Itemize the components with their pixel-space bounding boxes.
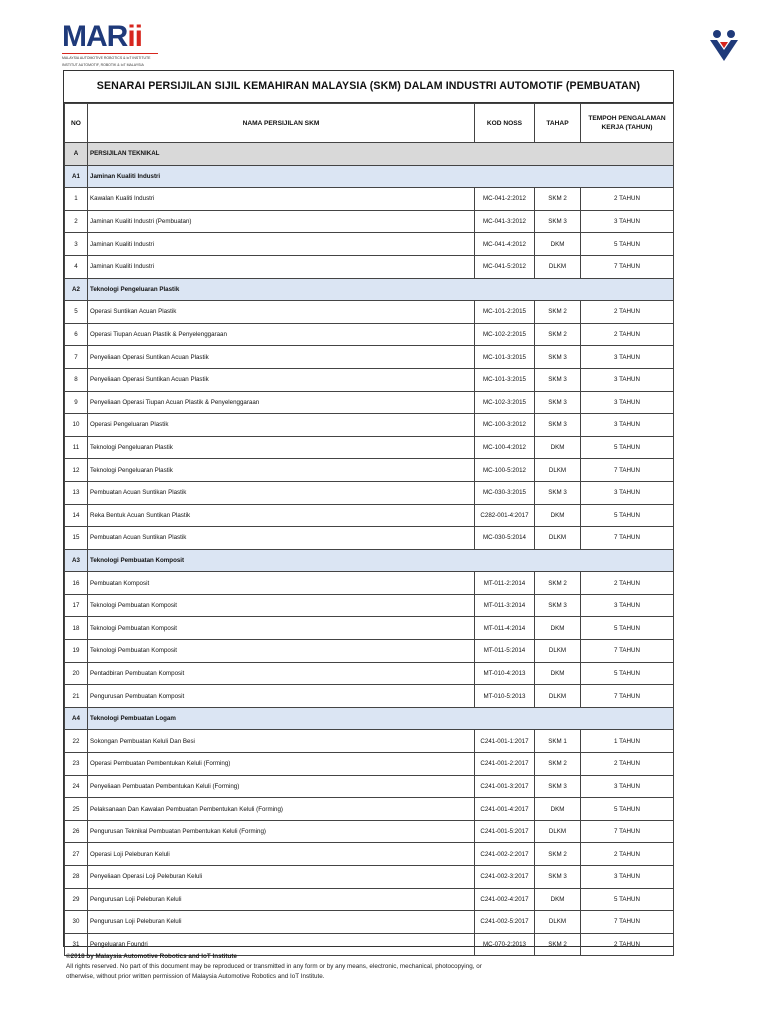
- table-row: [65, 617, 674, 640]
- section-code: A1: [65, 165, 88, 188]
- cell-tempoh: 2 TAHUN: [581, 843, 674, 866]
- cell-tahap: SKM 3: [535, 346, 581, 369]
- cell-no: 3: [65, 233, 88, 256]
- cell-kod: C241-002-2:2017: [475, 843, 535, 866]
- cell-tempoh: 7 TAHUN: [581, 911, 674, 934]
- header-kod: KOD NOSS: [475, 104, 535, 143]
- cell-tempoh: 5 TAHUN: [581, 798, 674, 821]
- cell-name: Penyeliaan Operasi Suntikan Acuan Plastik: [88, 346, 475, 369]
- cell-no: 11: [65, 436, 88, 459]
- cell-kod: MC-100-3:2012: [475, 414, 535, 437]
- section-code: A: [65, 143, 88, 166]
- cell-no: 6: [65, 323, 88, 346]
- table-row: [65, 820, 674, 843]
- cell-tempoh: 5 TAHUN: [581, 888, 674, 911]
- cell-tempoh: 3 TAHUN: [581, 866, 674, 889]
- section-code: A3: [65, 549, 88, 572]
- cell-name: Teknologi Pembuatan Komposit: [88, 640, 475, 663]
- cell-tahap: DKM: [535, 662, 581, 685]
- cell-no: 9: [65, 391, 88, 414]
- document-frame: [63, 70, 674, 947]
- cell-kod: C241-001-5:2017: [475, 820, 535, 843]
- cell-tahap: DLKM: [535, 459, 581, 482]
- cell-kod: MC-100-4:2012: [475, 436, 535, 459]
- cell-kod: C241-001-1:2017: [475, 730, 535, 753]
- cell-tempoh: 1 TAHUN: [581, 730, 674, 753]
- table-row: [65, 753, 674, 776]
- cell-kod: MC-041-3:2012: [475, 210, 535, 233]
- cell-tempoh: 3 TAHUN: [581, 775, 674, 798]
- cell-name: Pengeluaran Foundri: [88, 933, 475, 956]
- cell-tempoh: 3 TAHUN: [581, 346, 674, 369]
- cell-tempoh: 3 TAHUN: [581, 391, 674, 414]
- cell-name: Pentadbiran Pembuatan Komposit: [88, 662, 475, 685]
- cell-tahap: DLKM: [535, 685, 581, 708]
- cell-no: 13: [65, 481, 88, 504]
- cell-no: 14: [65, 504, 88, 527]
- cell-no: 19: [65, 640, 88, 663]
- cell-name: Operasi Pembuatan Pembentukan Keluli (Forming): [88, 753, 475, 776]
- cell-tempoh: 5 TAHUN: [581, 662, 674, 685]
- cell-name: Pengurusan Loji Peleburan Keluli: [88, 911, 475, 934]
- table-row: [65, 436, 674, 459]
- cell-no: 27: [65, 843, 88, 866]
- cell-tahap: SKM 3: [535, 210, 581, 233]
- cell-tahap: SKM 3: [535, 414, 581, 437]
- cell-name: Operasi Pengeluaran Plastik: [88, 414, 475, 437]
- cell-name: Kawalan Kualiti Industri: [88, 188, 475, 211]
- cell-kod: MT-011-4:2014: [475, 617, 535, 640]
- cell-kod: MC-101-2:2015: [475, 301, 535, 324]
- table-row: [65, 594, 674, 617]
- cell-tahap: SKM 1: [535, 730, 581, 753]
- cell-tahap: SKM 3: [535, 866, 581, 889]
- table-row: [65, 233, 674, 256]
- cell-no: 22: [65, 730, 88, 753]
- table-row: [65, 527, 674, 550]
- cell-tempoh: 3 TAHUN: [581, 210, 674, 233]
- section-title: PERSIJILAN TEKNIKAL: [88, 143, 674, 166]
- cell-kod: MT-011-5:2014: [475, 640, 535, 663]
- cell-name: Pengurusan Teknikal Pembuatan Pembentukan Keluli (Forming): [88, 820, 475, 843]
- cell-name: Teknologi Pembuatan Komposit: [88, 617, 475, 640]
- table-row: [65, 346, 674, 369]
- table-row: [65, 730, 674, 753]
- cell-kod: MC-102-2:2015: [475, 323, 535, 346]
- cell-name: Teknologi Pengeluaran Plastik: [88, 436, 475, 459]
- cell-tempoh: 3 TAHUN: [581, 368, 674, 391]
- cell-no: 4: [65, 255, 88, 278]
- cell-tempoh: 5 TAHUN: [581, 233, 674, 256]
- cell-kod: MT-010-4:2013: [475, 662, 535, 685]
- cell-tahap: SKM 2: [535, 753, 581, 776]
- table-row: [65, 301, 674, 324]
- logo-subtitle-2: INSTITUT AUTOMOTIF, ROBOTIK & IoT MALAYSIA: [62, 63, 144, 67]
- cell-name: Pengurusan Pembuatan Komposit: [88, 685, 475, 708]
- cell-name: Sokongan Pembuatan Keluli Dan Besi: [88, 730, 475, 753]
- cell-tempoh: 7 TAHUN: [581, 685, 674, 708]
- table-row: [65, 572, 674, 595]
- cell-name: Penyeliaan Operasi Loji Peleburan Keluli: [88, 866, 475, 889]
- cell-name: Jaminan Kualiti Industri: [88, 233, 475, 256]
- cell-tempoh: 2 TAHUN: [581, 323, 674, 346]
- cell-kod: MC-101-3:2015: [475, 346, 535, 369]
- cell-kod: C241-001-2:2017: [475, 753, 535, 776]
- header-no: NO: [65, 104, 88, 143]
- table-row: [65, 775, 674, 798]
- cell-name: Pelaksanaan Dan Kawalan Pembuatan Pembentukan Keluli (Forming): [88, 798, 475, 821]
- cell-kod: C241-001-3:2017: [475, 775, 535, 798]
- cell-no: 25: [65, 798, 88, 821]
- table-header-row: [65, 104, 674, 143]
- cell-tempoh: 2 TAHUN: [581, 753, 674, 776]
- cell-no: 21: [65, 685, 88, 708]
- cell-name: Penyeliaan Operasi Suntikan Acuan Plastik: [88, 368, 475, 391]
- cell-tahap: DLKM: [535, 911, 581, 934]
- cell-tahap: SKM 2: [535, 188, 581, 211]
- cell-tempoh: 7 TAHUN: [581, 820, 674, 843]
- cell-kod: MC-041-5:2012: [475, 255, 535, 278]
- section-title: Jaminan Kualiti Industri: [88, 165, 674, 188]
- cell-no: 16: [65, 572, 88, 595]
- marii-logo: [62, 20, 162, 67]
- table-row: [65, 481, 674, 504]
- cell-no: 17: [65, 594, 88, 617]
- cell-tahap: DKM: [535, 617, 581, 640]
- cell-tempoh: 7 TAHUN: [581, 459, 674, 482]
- cell-tahap: SKM 3: [535, 481, 581, 504]
- cell-kod: MC-101-3:2015: [475, 368, 535, 391]
- cell-tempoh: 3 TAHUN: [581, 414, 674, 437]
- header-name: NAMA PERSIJILAN SKM: [88, 104, 475, 143]
- table-row: [65, 188, 674, 211]
- logo-divider: [62, 53, 158, 54]
- section-code: A2: [65, 278, 88, 301]
- marii-emblem-icon: [706, 28, 742, 62]
- cell-kod: MT-011-2:2014: [475, 572, 535, 595]
- copyright-text: ©2018 by Malaysia Automotive Robotics and IoT Institute: [66, 953, 237, 960]
- cell-tahap: DKM: [535, 436, 581, 459]
- section-code: A4: [65, 707, 88, 730]
- cell-name: Operasi Tiupan Acuan Plastik & Penyelenggaraan: [88, 323, 475, 346]
- cell-tahap: SKM 2: [535, 843, 581, 866]
- cell-no: 5: [65, 301, 88, 324]
- cell-tahap: DKM: [535, 798, 581, 821]
- subsection-row: [65, 549, 674, 572]
- table-row: [65, 888, 674, 911]
- cell-tahap: SKM 2: [535, 933, 581, 956]
- table-row: [65, 210, 674, 233]
- cell-kod: MC-041-4:2012: [475, 233, 535, 256]
- cell-name: Penyeliaan Operasi Tiupan Acuan Plastik & Penyelenggaraan: [88, 391, 475, 414]
- cell-tahap: DLKM: [535, 255, 581, 278]
- table-row: [65, 662, 674, 685]
- cell-no: 26: [65, 820, 88, 843]
- table-row: [65, 414, 674, 437]
- table-row: [65, 843, 674, 866]
- header-tempoh: TEMPOH PENGALAMAN KERJA (TAHUN): [581, 104, 674, 143]
- certification-table: [64, 103, 674, 956]
- cell-tempoh: 2 TAHUN: [581, 301, 674, 324]
- cell-no: 1: [65, 188, 88, 211]
- cell-name: Pengurusan Loji Peleburan Keluli: [88, 888, 475, 911]
- cell-tempoh: 7 TAHUN: [581, 640, 674, 663]
- cell-kod: MC-030-3:2015: [475, 481, 535, 504]
- cell-no: 29: [65, 888, 88, 911]
- cell-tempoh: 2 TAHUN: [581, 188, 674, 211]
- cell-no: 12: [65, 459, 88, 482]
- subsection-row: [65, 707, 674, 730]
- cell-tempoh: 2 TAHUN: [581, 572, 674, 595]
- cell-tahap: DLKM: [535, 527, 581, 550]
- cell-tempoh: 5 TAHUN: [581, 436, 674, 459]
- table-row: [65, 255, 674, 278]
- cell-no: 18: [65, 617, 88, 640]
- section-title: Teknologi Pengeluaran Plastik: [88, 278, 674, 301]
- cell-no: 7: [65, 346, 88, 369]
- table-row: [65, 504, 674, 527]
- table-row: [65, 911, 674, 934]
- cell-kod: MC-102-3:2015: [475, 391, 535, 414]
- cell-name: Pembuatan Acuan Suntikan Plastik: [88, 527, 475, 550]
- table-row: [65, 459, 674, 482]
- cell-kod: MC-070-2:2013: [475, 933, 535, 956]
- cell-name: Jaminan Kualiti Industri: [88, 255, 475, 278]
- cell-no: 28: [65, 866, 88, 889]
- cell-kod: C241-002-4:2017: [475, 888, 535, 911]
- cell-tahap: SKM 2: [535, 572, 581, 595]
- cell-name: Reka Bentuk Acuan Suntikan Plastik: [88, 504, 475, 527]
- table-body: [65, 143, 674, 956]
- cell-tempoh: 5 TAHUN: [581, 617, 674, 640]
- cell-tempoh: 5 TAHUN: [581, 504, 674, 527]
- cell-no: 30: [65, 911, 88, 934]
- cell-tahap: SKM 2: [535, 323, 581, 346]
- cell-tahap: SKM 2: [535, 301, 581, 324]
- cell-tahap: SKM 3: [535, 368, 581, 391]
- cell-name: Teknologi Pembuatan Komposit: [88, 594, 475, 617]
- logo-subtitle-1: MALAYSIA AUTOMOTIVE ROBOTICS & IoT INSTITUTE: [62, 56, 151, 60]
- cell-name: Operasi Suntikan Acuan Plastik: [88, 301, 475, 324]
- cell-tahap: DLKM: [535, 640, 581, 663]
- cell-no: 10: [65, 414, 88, 437]
- subsection-row: [65, 165, 674, 188]
- cell-tahap: SKM 3: [535, 775, 581, 798]
- cell-kod: MC-100-5:2012: [475, 459, 535, 482]
- footer: [66, 952, 706, 982]
- section-title: Teknologi Pembuatan Komposit: [88, 549, 674, 572]
- cell-no: 23: [65, 753, 88, 776]
- cell-kod: MC-041-2:2012: [475, 188, 535, 211]
- cell-no: 15: [65, 527, 88, 550]
- cell-kod: C241-001-4:2017: [475, 798, 535, 821]
- cell-kod: MT-010-5:2013: [475, 685, 535, 708]
- cell-kod: C282-001-4:2017: [475, 504, 535, 527]
- cell-name: Pembuatan Acuan Suntikan Plastik: [88, 481, 475, 504]
- cell-name: Operasi Loji Peleburan Keluli: [88, 843, 475, 866]
- cell-tahap: DKM: [535, 888, 581, 911]
- cell-tahap: SKM 3: [535, 594, 581, 617]
- table-row: [65, 368, 674, 391]
- subsection-row: [65, 278, 674, 301]
- section-row: [65, 143, 674, 166]
- section-title: Teknologi Pembuatan Logam: [88, 707, 674, 730]
- cell-no: 24: [65, 775, 88, 798]
- table-row: [65, 323, 674, 346]
- cell-kod: C241-002-5:2017: [475, 911, 535, 934]
- cell-name: Teknologi Pengeluaran Plastik: [88, 459, 475, 482]
- page-title: SENARAI PERSIJILAN SIJIL KEMAHIRAN MALAYSIA (SKM) DALAM INDUSTRI AUTOMOTIF (PEMBUATAN): [64, 71, 673, 103]
- cell-tahap: DLKM: [535, 820, 581, 843]
- cell-tempoh: 3 TAHUN: [581, 481, 674, 504]
- table-row: [65, 866, 674, 889]
- cell-tahap: SKM 3: [535, 391, 581, 414]
- cell-tempoh: 2 TAHUN: [581, 933, 674, 956]
- cell-no: 20: [65, 662, 88, 685]
- table-row: [65, 685, 674, 708]
- cell-kod: MT-011-3:2014: [475, 594, 535, 617]
- cell-tahap: DKM: [535, 504, 581, 527]
- cell-no: 2: [65, 210, 88, 233]
- rights-text-2: otherwise, without prior written permission of Malaysia Automotive Robotics and IoT Institute.: [66, 973, 325, 980]
- cell-tempoh: 7 TAHUN: [581, 527, 674, 550]
- logo-text-main: MAR: [62, 20, 128, 53]
- cell-tempoh: 3 TAHUN: [581, 594, 674, 617]
- cell-no: 31: [65, 933, 88, 956]
- cell-no: 8: [65, 368, 88, 391]
- table-row: [65, 798, 674, 821]
- logo-text-accent: ii: [127, 20, 142, 53]
- rights-text-1: All rights reserved. No part of this document may be reproduced or transmitted in any form or by any means, electronic, mechanical, photocopying, or: [66, 963, 482, 970]
- cell-kod: MC-030-5:2014: [475, 527, 535, 550]
- header-tahap: TAHAP: [535, 104, 581, 143]
- cell-tahap: DKM: [535, 233, 581, 256]
- cell-name: Penyeliaan Pembuatan Pembentukan Keluli (Forming): [88, 775, 475, 798]
- cell-name: Pembuatan Komposit: [88, 572, 475, 595]
- table-row: [65, 640, 674, 663]
- cell-tempoh: 7 TAHUN: [581, 255, 674, 278]
- cell-kod: C241-002-3:2017: [475, 866, 535, 889]
- cell-name: Jaminan Kualiti Industri (Pembuatan): [88, 210, 475, 233]
- table-row: [65, 391, 674, 414]
